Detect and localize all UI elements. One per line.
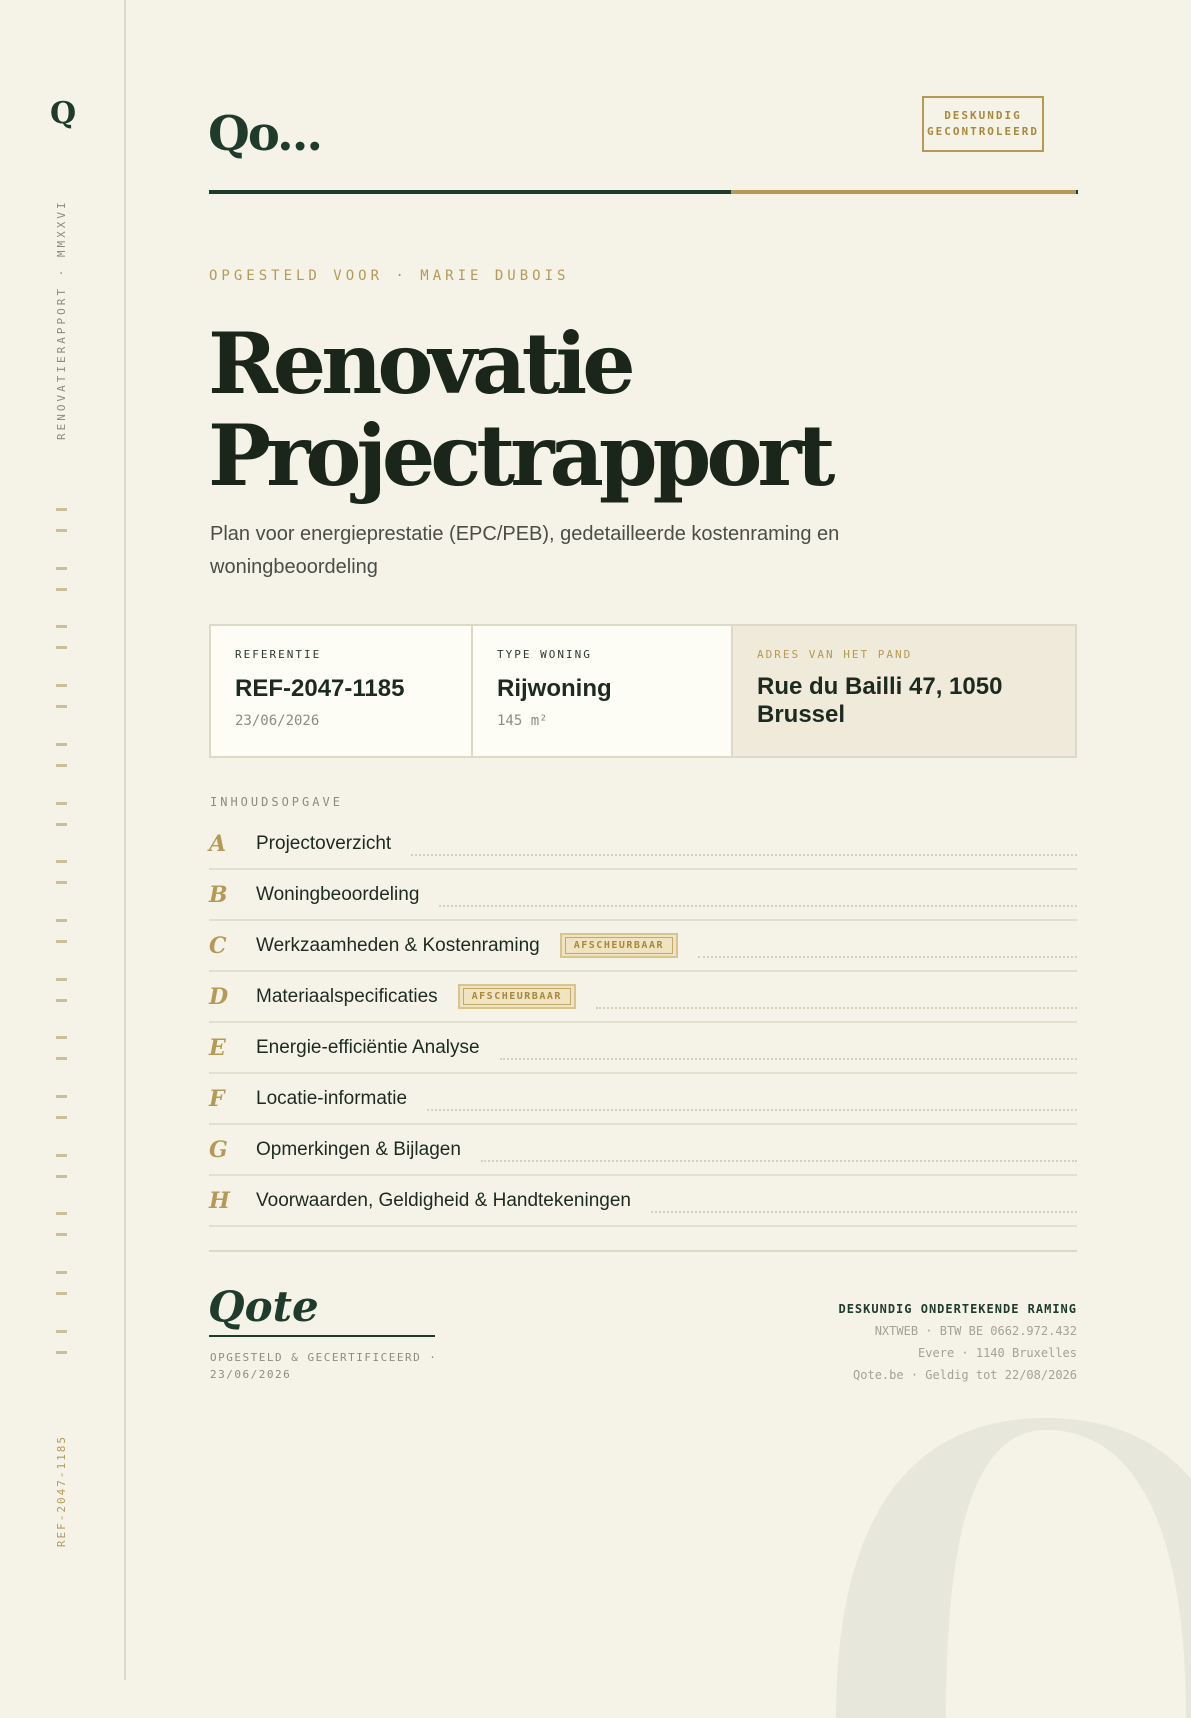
tick-mark [56, 919, 67, 922]
card-value: Rue du Bailli 47, 1050 Brussel [757, 673, 1003, 728]
card-value: REF-2047-1185 [235, 675, 405, 702]
company-info-title: DESKUNDIG ONDERTEKENDE RAMING [838, 1302, 1077, 1316]
tick-mark [56, 1271, 67, 1274]
toc-item[interactable] [209, 819, 1077, 870]
toc-dot-leader [427, 1109, 1077, 1111]
toc-dot-leader [500, 1058, 1077, 1060]
tick-mark [56, 1212, 67, 1215]
page-title [208, 314, 831, 505]
toc-dot-leader [411, 854, 1077, 856]
title-line-1: Renovatie [208, 314, 631, 413]
toc-title: Energie-efficiëntie Analyse [256, 1036, 480, 1058]
toc-letter: H [209, 1187, 230, 1214]
card-sub: 23/06/2026 [235, 713, 320, 729]
detachable-badge [458, 984, 576, 1009]
tick-mark [56, 508, 67, 511]
tick-mark [56, 1175, 67, 1178]
toc-title: Woningbeoordeling [256, 883, 420, 905]
company-info-line: Evere · 1140 Bruxelles [918, 1346, 1077, 1360]
toc-letter: B [209, 881, 228, 908]
header-rule-dark [209, 190, 731, 194]
tick-mark [56, 1330, 67, 1333]
reference-card [211, 626, 471, 756]
toc-item[interactable] [209, 1074, 1077, 1125]
tick-mark [56, 588, 67, 591]
title-line-2: Projectrapport [208, 406, 831, 505]
footer-divider [209, 1250, 1077, 1252]
property-type-card [471, 626, 731, 756]
toc-letter: G [209, 1136, 228, 1163]
tick-mark [56, 705, 67, 708]
toc-title: Materiaalspecificaties [256, 985, 438, 1007]
detachable-badge [560, 933, 678, 958]
tick-mark [56, 1057, 67, 1060]
tick-mark [56, 978, 67, 981]
brand-logo: Qo... [208, 106, 322, 162]
tick-mark [56, 881, 67, 884]
detachable-badge-label: AFSCHEURBAAR [463, 988, 571, 1005]
header-rule-gold [731, 190, 1078, 194]
table-of-contents [209, 819, 1077, 1227]
toc-letter: C [209, 932, 227, 959]
toc-item[interactable] [209, 1125, 1077, 1176]
tick-mark [56, 823, 67, 826]
info-cards [209, 624, 1077, 758]
company-info-line: NXTWEB · BTW BE 0662.972.432 [874, 1324, 1077, 1338]
tick-mark [56, 625, 67, 628]
sidebar-reference: REF-2047-1185 [55, 1435, 68, 1548]
tick-mark [56, 1154, 67, 1157]
sidebar-vertical-title: RENOVATIERAPPORT · MMXXVI [55, 199, 68, 440]
address-card [731, 626, 1075, 756]
toc-letter: E [209, 1034, 226, 1061]
signature-line [209, 1335, 435, 1337]
tick-mark [56, 567, 67, 570]
toc-dot-leader [651, 1211, 1077, 1213]
toc-heading: INHOUDSOPGAVE [210, 795, 343, 809]
card-value: Rijwoning [497, 675, 612, 702]
tick-mark [56, 646, 67, 649]
card-label: TYPE WONING [497, 648, 592, 661]
toc-item[interactable] [209, 972, 1077, 1023]
toc-dot-leader [481, 1160, 1077, 1162]
prepared-for: OPGESTELD VOOR · MARIE DUBOIS [209, 268, 570, 284]
toc-letter: D [209, 983, 229, 1010]
tick-mark [56, 764, 67, 767]
tick-mark [56, 802, 67, 805]
toc-item[interactable] [209, 1176, 1077, 1227]
tick-mark [56, 860, 67, 863]
card-sub: 145 m² [497, 713, 548, 729]
toc-dot-leader [596, 1007, 1077, 1009]
certified-badge: DESKUNDIG GECONTROLEERD [922, 96, 1044, 152]
toc-letter: A [209, 830, 227, 857]
company-info-line: Qote.be · Geldig tot 22/08/2026 [853, 1368, 1077, 1382]
tick-mark [56, 684, 67, 687]
tick-mark [56, 529, 67, 532]
toc-letter: F [209, 1085, 225, 1112]
tick-mark [56, 1233, 67, 1236]
watermark-q-logo [836, 1418, 1191, 1718]
tick-mark [56, 940, 67, 943]
toc-dot-leader [698, 956, 1077, 958]
tick-mark [56, 1292, 67, 1295]
tick-mark [56, 1351, 67, 1354]
toc-item[interactable] [209, 870, 1077, 921]
tick-mark [56, 1116, 67, 1119]
toc-title: Locatie-informatie [256, 1087, 408, 1109]
toc-title: Opmerkingen & Bijlagen [256, 1138, 461, 1160]
toc-title: Projectoverzicht [256, 832, 392, 854]
signature-caption: OPGESTELD & GECERTIFICEERD · 23/06/2026 [210, 1351, 438, 1381]
tick-mark [56, 1095, 67, 1098]
sidebar [0, 0, 126, 1680]
card-label: ADRES VAN HET PAND [757, 648, 913, 661]
sidebar-logo: Q [50, 96, 77, 131]
tick-mark [56, 999, 67, 1002]
toc-title: Werkzaamheden & Kostenraming [256, 934, 540, 956]
toc-item[interactable] [209, 1023, 1077, 1074]
page-subtitle: Plan voor energieprestatie (EPC/PEB), gedetailleerde kostenraming en woningbeoordeling [210, 523, 840, 578]
card-label: REFERENTIE [235, 648, 322, 661]
company-info [838, 1298, 1077, 1386]
detachable-badge-label: AFSCHEURBAAR [565, 937, 673, 954]
toc-dot-leader [439, 905, 1077, 907]
signature: Qote [208, 1282, 319, 1331]
toc-title: Voorwaarden, Geldigheid & Handtekeningen [256, 1189, 631, 1211]
tick-mark [56, 743, 67, 746]
tick-mark [56, 1036, 67, 1039]
toc-item[interactable] [209, 921, 1077, 972]
